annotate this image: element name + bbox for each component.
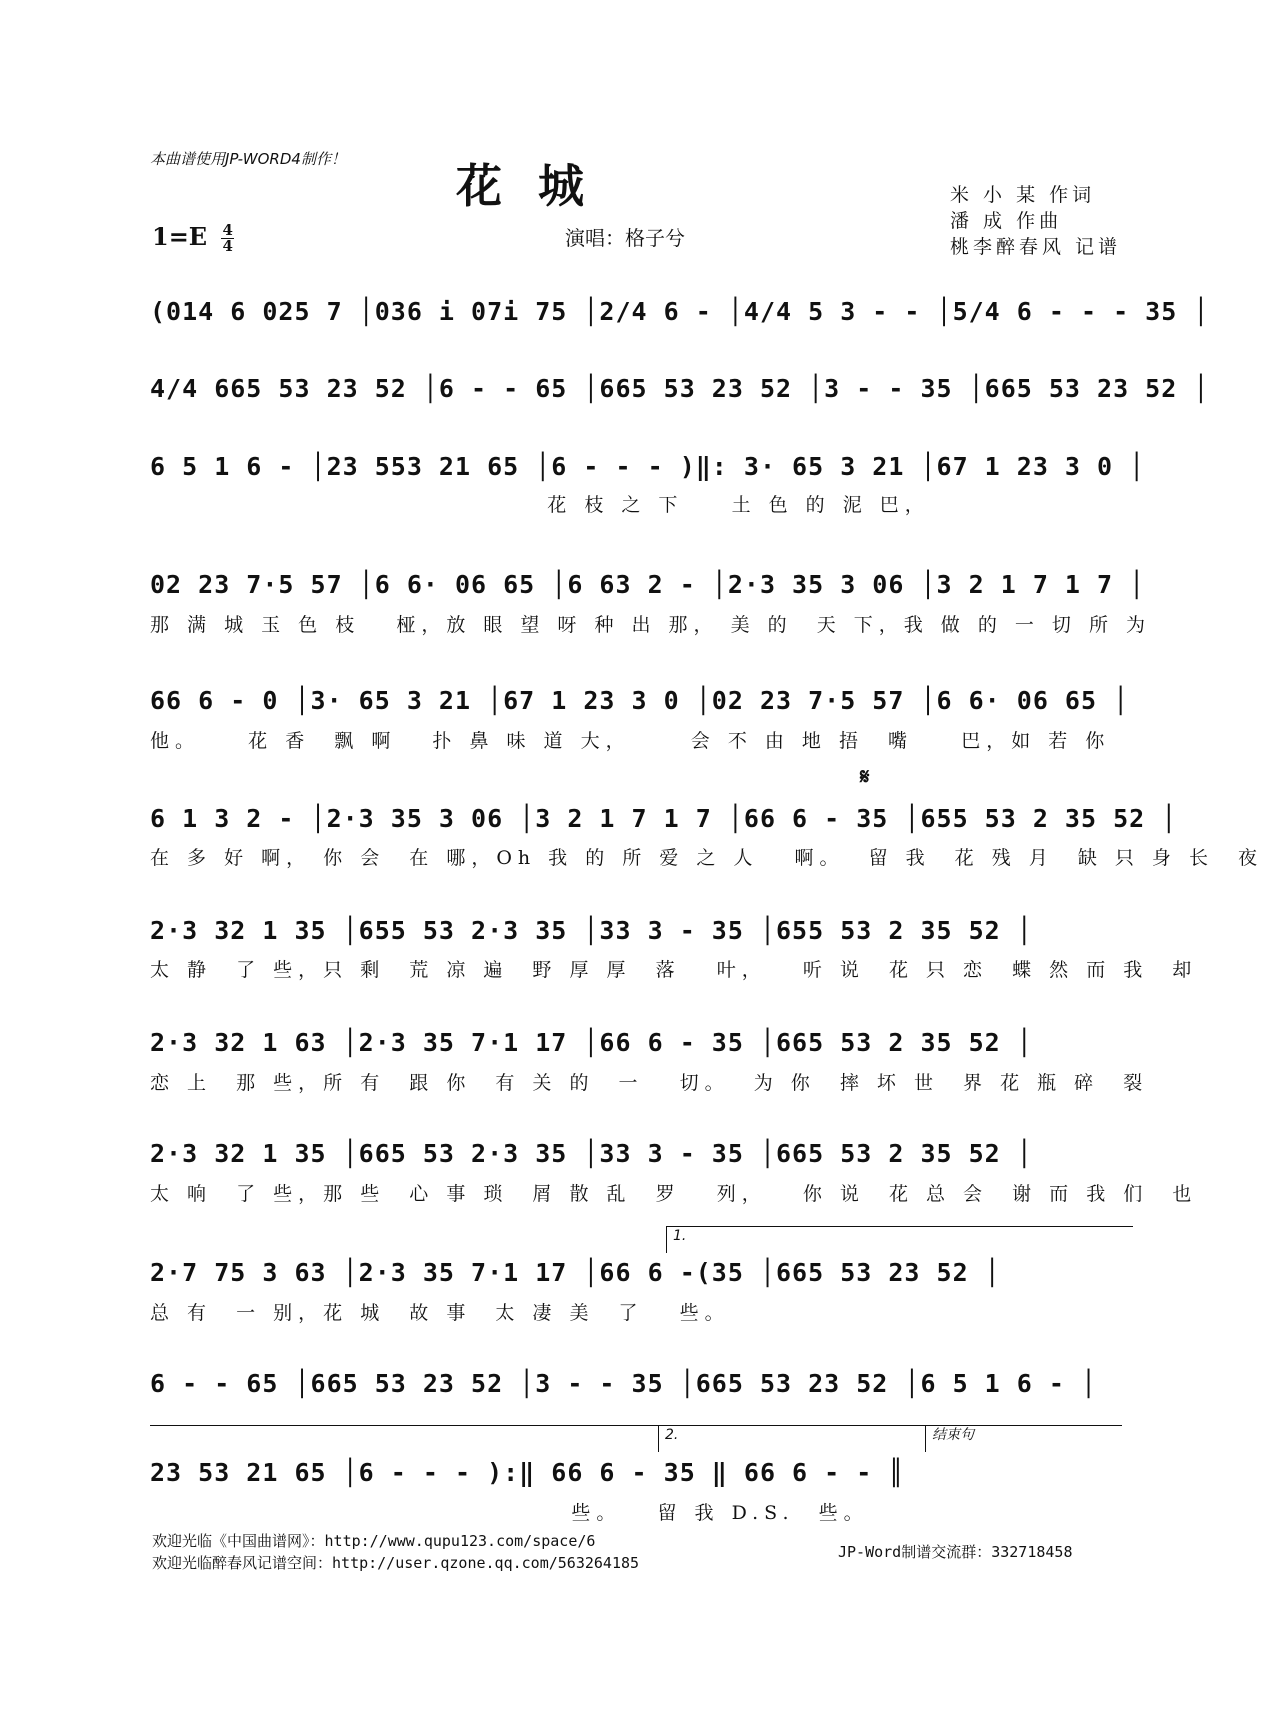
score-row-8-notes: 2·3 32 1 63 │2·3 35 7·1 17 │66 6 - 35 │665 53 2 35 52 │	[150, 1028, 1033, 1057]
score-row-12-notes: 23 53 21 65 │6 - - - ):‖ 66 6 - 35 ‖ 66 6 - - ║	[150, 1458, 905, 1487]
key-label: 1=E	[152, 222, 208, 251]
score-row-4-notes: 02 23 7·5 57 │6 6· 06 65 │6 63 2 - │2·3 35 3 06 │3 2 1 7 1 7 │	[150, 570, 1146, 599]
score-row-7-notes: 2·3 32 1 35 │655 53 2·3 35 │33 3 - 35 │655 53 2 35 52 │	[150, 916, 1033, 945]
footer-site-line: 欢迎光临《中国曲谱网》：http://www.qupu123.com/space/6	[152, 1532, 596, 1550]
score-row-6-notes: 6 1 3 2 - │2·3 35 3 06 │3 2 1 7 1 7 │66 6 - 35 │655 53 2 35 52 │	[150, 804, 1178, 833]
score-row-2-notes: 4/4 665 53 23 52 │6 - - 65 │665 53 23 52 │3 - - 35 │665 53 23 52 │	[150, 374, 1210, 403]
score-row-9-notes: 2·3 32 1 35 │665 53 2·3 35 │33 3 - 35 │665 53 2 35 52 │	[150, 1139, 1033, 1168]
score-row-1-lyrics	[150, 340, 1120, 366]
score-row-11-notes: 6 - - 65 │665 53 23 52 │3 - - 35 │665 53 23 52 │6 5 1 6 - │	[150, 1369, 1098, 1398]
time-sig-top: 4	[222, 221, 233, 239]
time-sig-bottom: 4	[222, 237, 233, 255]
footer-space-line: 欢迎光临醉春风记谱空间：http://user.qzone.qq.com/563264185	[152, 1554, 640, 1572]
score-row-5-lyrics: 他。 花 香 飘 啊 扑 鼻 味 道 大， 会 不 由 地 捂 嘴 巴，如 若 你	[150, 730, 1111, 752]
footer-group-line: JP-Word制谱交流群：332718458	[838, 1543, 1073, 1561]
first-ending-bracket: 1.	[666, 1226, 1133, 1253]
footer-links	[152, 1530, 639, 1574]
score-row-10-notes: 2·7 75 3 63 │2·3 35 7·1 17 │66 6 -(35 │665 53 23 52 │	[150, 1258, 1001, 1287]
score-row-3-lyrics: 花 枝 之 下 土 色 的 泥 巴，	[150, 494, 930, 516]
score-row-9-lyrics: 太 响 了 些，那 些 心 事 琐 屑 散 乱 罗 列， 你 说 花 总 会 谢 而 我 们 也	[150, 1183, 1198, 1205]
score-row-10-lyrics: 总 有 一 别，花 城 故 事 太 凄 美 了 些。	[150, 1302, 730, 1324]
score-row-6-lyrics: 在 多 好 啊， 你 会 在 哪，Oh 我 的 所 爱 之 人 啊。 留 我 花 残 月 缺 只 身 长 夜	[150, 847, 1264, 869]
credits-block	[950, 182, 1121, 260]
song-title: 花 城	[455, 159, 594, 213]
composer-credit: 潘 成 作曲	[950, 210, 1063, 232]
singer-credit: 演唱：格子兮	[565, 226, 685, 250]
lyricist-credit: 米 小 某 作词	[950, 184, 1096, 206]
score-row-2-lyrics	[150, 417, 1120, 443]
time-signature	[221, 223, 233, 254]
score-row-3-notes: 6 5 1 6 - │23 553 21 65 │6 - - - )‖: 3· 65 3 21 │67 1 23 3 0 │	[150, 452, 1146, 481]
score-row-4-lyrics: 那 满 城 玉 色 枝 桠，放 眼 望 呀 种 出 那， 美 的 天 下，我 做 的 一 切 所 为	[150, 614, 1151, 636]
score-row-12-lyrics: 些。 留 我 D.S. 些。	[150, 1502, 869, 1524]
score-row-8-lyrics: 恋 上 那 些，所 有 跟 你 有 关 的 一 切。 为 你 摔 坏 世 界 花 瓶 碎 裂	[150, 1072, 1149, 1094]
first-ending-continuation	[150, 1425, 658, 1426]
transcriber-credit: 桃李醉春风 记谱	[950, 236, 1122, 258]
coda-ending-bracket: 结束句	[925, 1425, 1122, 1452]
score-row-7-lyrics: 太 静 了 些，只 剩 荒 凉 遍 野 厚 厚 落 叶， 听 说 花 只 恋 蝶 然 而 我 却	[150, 959, 1198, 981]
key-signature	[152, 222, 234, 254]
score-row-5-notes: 66 6 - 0 │3· 65 3 21 │67 1 23 3 0 │02 23 7·5 57 │6 6· 06 65 │	[150, 686, 1130, 715]
segno-icon: 𝄋	[860, 765, 870, 790]
second-ending-bracket: 2.	[658, 1425, 925, 1452]
score-row-1-notes: (014 6 025 7 │036 i 07i 75 │2/4 6 - │4/4 5 3 - - │5/4 6 - - - 35 │	[150, 297, 1210, 326]
software-note: 本曲谱使用JP-WORD4制作！	[150, 150, 346, 168]
